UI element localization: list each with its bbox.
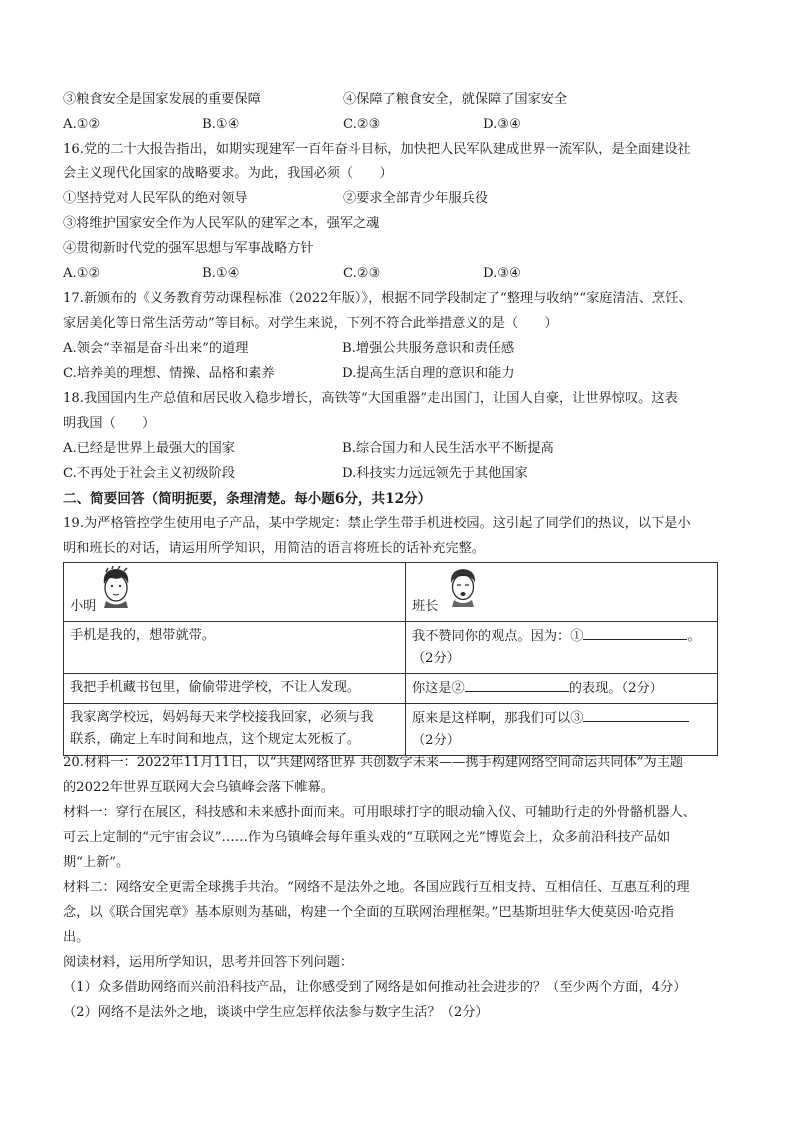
q17-stem-line2: 家居美化等日常生活劳动”等目标。对学生来说，下列不符合此举措意义的是（ ） (63, 316, 558, 331)
q20-material1-line2: 可云上定制的“元宇宙会议”……作为乌镇峰会每年重头戏的“互联网之光”博览会上，众多前沿科技产品如 (63, 830, 671, 845)
q16-option-2: ②要求全部青少年服兵役 (343, 191, 489, 206)
speaker-left-cell (64, 563, 406, 622)
q17-option-a: A.领会“幸福是奋斗出来”的道理 (63, 341, 249, 356)
q20-prompt: 阅读材料，运用所学知识，思考并回答下列问题： (63, 955, 354, 970)
monitor-avatar-icon (446, 567, 480, 607)
table-row (64, 704, 718, 756)
q20-material1-line3: 期“上新”。 (63, 855, 130, 870)
q17-option-c: C.培养美的理想、情操、品格和素养 (63, 366, 275, 381)
q16-stem-line1: 16.党的二十大报告指出，如期实现建军一百年奋斗目标，加快把人民军队建成世界一流军队，是全面建设社 (63, 142, 691, 157)
q18-option-d: D.科技实力远远领先于其他国家 (342, 466, 528, 481)
q18-option-c: C.不再处于社会主义初级阶段 (63, 466, 236, 481)
row3-right-cell (406, 704, 718, 756)
row2-right-cell (406, 674, 718, 704)
q20-material2-line2: 念，以《联合国宪章》基本原则为基础，构建一个全面的互联网治理框架。”巴基斯坦驻华大使莫因·哈克指 (63, 905, 674, 920)
q17-option-b: B.增强公共服务意识和责任感 (342, 341, 515, 356)
row1-left-cell (64, 622, 406, 674)
q16-option-1: ①坚持党对人民军队的绝对领导 (63, 191, 248, 206)
row3-left-text-2: 联系，确定上车时间和地点，这个规定太死板了。 (70, 732, 361, 747)
boy-avatar-icon (98, 566, 134, 608)
q15-choice-c: C.②③ (343, 117, 381, 132)
row2-left-text: 我把手机藏书包里，偷偷带进学校，不让人发现。 (70, 680, 361, 695)
speaker-right-cell (406, 563, 718, 622)
q16-stem-line2: 会主义现代化国家的战略要求。为此，我国必须（ ） (63, 166, 393, 181)
q15-choice-b: B.①④ (202, 117, 240, 132)
q15-choice-a: A.①② (63, 117, 101, 132)
q20-material2-line1: 材料二：网络安全更需全球携手共治。“网络不是法外之地。各国应践行互相支持、互相信任、互惠互利的理 (63, 880, 690, 895)
row3-left-cell (64, 704, 406, 756)
q20-material2-line3: 出。 (63, 930, 90, 945)
row3-right-score: （2分） (412, 733, 460, 748)
row3-right-text: 原来是这样啊，那我们可以③ (412, 711, 584, 726)
table-row (64, 674, 718, 704)
table-row (64, 563, 718, 622)
q17-option-d: D.提高生活自理的意识和能力 (342, 366, 515, 381)
q18-stem-line1: 18.我国国内生产总值和居民收入稳步增长，高铁等“大国重器”走出国门，让国人自豪，让世界惊叹。这表 (63, 391, 678, 406)
row2-right-text: 你这是② (412, 681, 465, 696)
q18-option-b: B.综合国力和人民生活水平不断提高 (342, 441, 554, 456)
answer-blank-1[interactable] (583, 625, 687, 640)
q19-stem-line2: 明和班长的对话，请运用所学知识，用简洁的语言将班长的话补充完整。 (63, 541, 485, 556)
section-heading: 二、简要回答（简明扼要，条理清楚。每小题6分，共12分） (63, 491, 432, 507)
answer-blank-3[interactable] (583, 707, 689, 722)
speaker-right-label: 班长 (412, 599, 439, 614)
row1-right-text: 我不赞同你的观点。因为：① (412, 629, 584, 644)
row1-left-text: 手机是我的，想带就带。 (70, 628, 216, 643)
q20-material1-line1: 材料一：穿行在展区，科技感和未来感扑面而来。可用眼球打字的眼动输入仪、可辅助行走的外骨骼机器人、 (63, 805, 696, 820)
q20-subquestion-1: （1）众多借助网络而兴前沿科技产品，让你感受到了网络是如何推动社会进步的？（至少两个方面，4分） (63, 980, 687, 995)
q15-option-3: ③粮食安全是国家发展的重要保障 (63, 92, 261, 107)
dialogue-table (63, 562, 718, 756)
q16-choice-d: D.③④ (483, 266, 521, 281)
q20-subquestion-2: （2）网络不是法外之地，谈谈中学生应怎样依法参与数字生活？（2分） (63, 1005, 489, 1020)
q16-option-3: ③将维护国家安全作为人民军队的建军之本，强军之魂 (63, 216, 380, 231)
q16-choice-a: A.①② (63, 266, 101, 281)
row1-right-end: 。 (687, 629, 701, 644)
row2-right-end: 的表现。（2分） (568, 681, 663, 696)
speaker-left-label: 小明 (70, 599, 97, 614)
table-row (64, 622, 718, 674)
q20-stem-line2: 的2022年世界互联网大会乌镇峰会落下帷幕。 (63, 780, 334, 795)
q18-stem-line2: 明我国（ ） (63, 416, 156, 431)
q20-stem-line1: 20.材料一：2022年11月11日，以“共建网络世界 共创数字未来——携手构建网络空间命运共同体”为主题 (63, 755, 684, 770)
row1-right-score: （2分） (412, 651, 460, 666)
q15-option-4: ④保障了粮食安全，就保障了国家安全 (343, 92, 568, 107)
q17-stem-line1: 17.新颁布的《义务教育劳动课程标准（2022年版）》，根据不同学段制定了“整理与收纳”“家庭清洁、烹饪、 (63, 291, 692, 306)
row1-right-cell (406, 622, 718, 674)
q18-option-a: A.已经是世界上最强大的国家 (63, 441, 235, 456)
q15-choice-d: D.③④ (483, 117, 521, 132)
q19-stem-line1: 19.为严格管控学生使用电子产品，某中学规定：禁止学生带手机进校园。这引起了同学们的热议，以下是小 (63, 516, 691, 531)
row3-left-text-1: 我家离学校远，妈妈每天来学校接我回家，必须与我 (70, 710, 374, 725)
q16-choice-c: C.②③ (343, 266, 381, 281)
q16-choice-b: B.①④ (202, 266, 240, 281)
answer-blank-2[interactable] (465, 677, 569, 692)
row2-left-cell (64, 674, 406, 704)
q16-option-4: ④贯彻新时代党的强军思想与军事战略方针 (63, 241, 314, 256)
